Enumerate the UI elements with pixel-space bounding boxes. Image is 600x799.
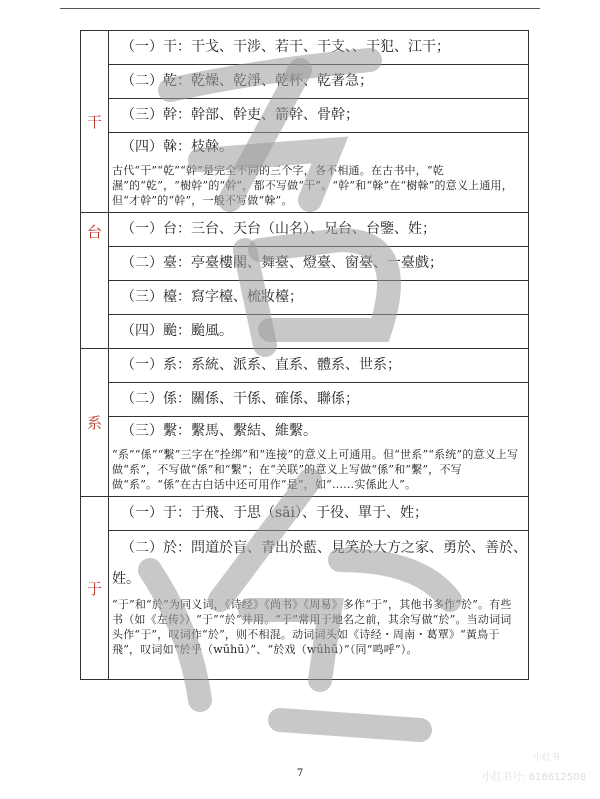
top-rule — [60, 8, 540, 9]
list-item: （一）台：三台、天台（山名）、兄台、台鑒、姓； — [121, 221, 436, 237]
watermark-text: 小红书号: 616612508 — [482, 772, 586, 783]
list-item: （三）繫：繫馬、繫結、維繫。 — [121, 423, 317, 439]
list-item: （一）于：于飛、于思（sāi）、于役、單于、姓； — [121, 505, 429, 521]
usage-note: 古代“干”“乾”“幹”是完全不同的三个字，各不相通。在古书中，“乾濕”的“乾”，“樹幹”的“幹”，都不写做“干”。“幹”和“榦”在“樹榦”的意义上通用，但“才幹”的“幹”，一般不写做“榦”。 — [112, 164, 513, 207]
list-item: （二）乾：乾燥、乾淨、乾杯、乾著急； — [121, 73, 373, 89]
list-item: （二）於：問道於盲、青出於藍、見笑於大方之家、勇於、善於、姓。 — [112, 540, 527, 587]
character-table — [80, 30, 529, 680]
usage-note: “系”“係”“繫”三字在“拴绑”和“连接”的意义上可通用。但“世系”“系统”的意义上写做“系”，不写做“係”和“繫”；在“关联”的意义上写做“係”和“繫”，不写做“系”。“係”在古白话中还可用作“是”，如“……实係此人”。 — [112, 448, 519, 491]
list-item: （二）係：關係、干係、確係、聯係； — [121, 391, 359, 407]
list-item: （三）檯：寫字檯、梳妝檯； — [121, 289, 303, 305]
list-item: （一）干：干戈、干涉、若干、干支、、干犯、江干； — [121, 39, 450, 55]
group-head-gan: 干 — [81, 31, 109, 213]
group-head-tai: 台 — [81, 213, 109, 349]
list-item: （四）颱：颱風。 — [121, 323, 233, 339]
list-item: （二）臺：亭臺樓閣、舞臺、燈臺、窗臺、一臺戲； — [121, 255, 443, 271]
list-item: （四）榦：枝榦。 — [121, 139, 233, 155]
group-head-yu: 于 — [81, 497, 109, 680]
page-number: 7 — [296, 768, 304, 779]
group-head-xi: 系 — [81, 349, 109, 497]
list-item: （三）幹：幹部、幹吏、箭幹、骨幹； — [121, 107, 359, 123]
watermark-logo: 小红书 — [532, 753, 560, 763]
list-item: （一）系：系統、派系、直系、體系、世系； — [121, 357, 401, 373]
usage-note: “于”和“於”为同义词，《诗经》《尚书》《周易》多作“于”，其他书多作“於”。有些书（如《左传》）“于”“於”并用。“于”常用于地名之前，其余写做“於”。当动词词头作“于”，叹词作“於”，则不相混。动词词头如《诗经・周南・葛覃》“黃鳥于飛”，叹词如“於乎（wūhū）”、“於戏（wūhū）”（同“鸣呼”）。 — [112, 598, 512, 656]
